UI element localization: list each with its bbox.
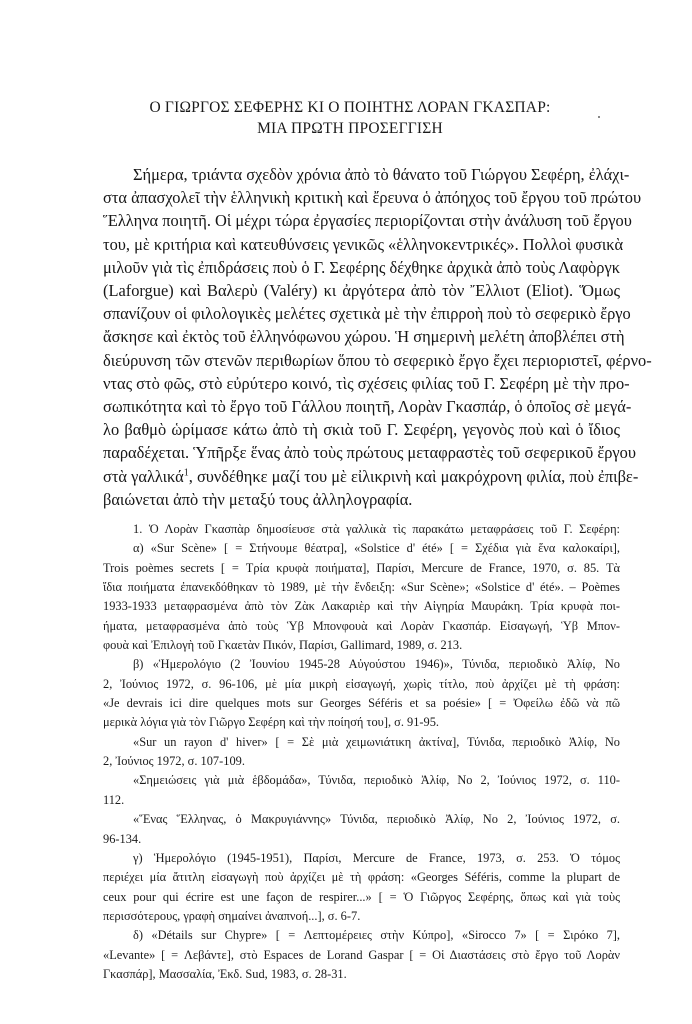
footnote-line: 2, Ἰούνιος 1972, σ. 107-109.: [103, 754, 245, 769]
body-line: μιλοῦν γιὰ τὶς ἐπιδράσεις ποὺ ὁ Γ. Σεφέρης δέχθηκε ἀρχικὰ ἀπὸ τοὺς Λαφὸργκ: [103, 257, 620, 277]
title-line-2: ΜΙΑ ΠΡΩΤΗ ΠΡΟΣΕΓΓΙΣΗ: [257, 120, 443, 137]
body-line: του, μὲ κριτήρια καὶ κατευθύνσεις γενικῶς «ἑλληνοκεντρικές». Πολλοὶ φυσικὰ: [103, 234, 624, 254]
footnote-line: μερικὰ λόγια γιὰ τὸν Γιῶργο Σεφέρη καὶ τὴν ποίησή του], σ. 91-95.: [103, 715, 440, 730]
body-line: σωπικότητα καὶ τὸ ἔργο τοῦ Γάλλου ποιητῆ, Λορὰν Γκασπάρ, ὁ ὁποῖος σὲ μεγά-: [103, 397, 632, 417]
page-title: [100, 97, 600, 139]
footnote-line: «Sur un rayon d' hiver» [ = Σὲ μιὰ χειμωνιάτικη ἀκτίνα], Τύνιδα, περιοδικὸ Ἀλίφ, Νο: [133, 734, 620, 749]
footnote-line: ceux pour qui écrire est une façon de respirer...» [ = Ὁ Γιῶργος Σεφέρης, ὅπως καὶ γιὰ τοὺς: [103, 889, 620, 904]
footnote-line: γ) Ἡμερολόγιο (1945-1951), Παρίσι, Mercure de France, 1973, σ. 253. Ὁ τόμος: [133, 850, 620, 865]
body-paragraph: [103, 163, 652, 511]
footnote-line: «Levante» [ = Λεβάντε], στὸ Espaces de Lorand Gaspar [ = Οἱ Διαστάσεις στὸ ἔργο τοῦ Λορὰν: [103, 947, 620, 962]
footnote-line: 96-134.: [103, 831, 142, 846]
body-line-with-footnote: [103, 465, 639, 488]
footnote-line: Trois poèmes secrets [ = Τρία κρυφὰ ποιήματα], Παρίσι, Mercure de France, 1970, σ. 85. Τὰ: [103, 560, 620, 575]
scan-speck: [598, 116, 600, 118]
footnotes: [103, 520, 620, 984]
footnote-line: περιέχει μία ἄτιτλη εἰσαγωγὴ ποὺ ἀρχίζει μὲ τὴ φράση: «Georges Séféris, comme la plupart de: [103, 870, 620, 885]
body-line: διεύρυνση τῶν στενῶν περιθωρίων ὅπου τὸ σεφερικὸ ἔργο ἔχει περιοριστεῖ, φέρνο-: [103, 350, 652, 370]
footnote-line: φουὰ καὶ Ἐπιλογὴ τοῦ Γκαετὰν Πικόν, Παρίσι, Gallimard, 1989, σ. 213.: [103, 638, 463, 653]
body-line: στα ἀπασχολεῖ τὴν ἑλληνικὴ κριτικὴ καὶ ἔρευνα ὁ ἀπόηχος τοῦ ἔργου τοῦ πρώτου: [103, 188, 642, 208]
footnote-line: 2, Ἰούνιος 1972, σ. 96-106, μὲ μία μικρὴ εἰσαγωγή, χωρὶς τίτλο, ποὺ ἀρχίζει μὲ τὴ φράση:: [103, 676, 620, 691]
footnote-line: περισσότερους, γραφὴ σημαίνει ἀναπνοή...], σ. 6-7.: [103, 908, 361, 923]
body-line: σπανίζουν οἱ φιλολογικὲς μελέτες σχετικὰ μὲ τὴν ἐπιρροὴ ποὺ τὸ σεφερικὸ ἔργο: [103, 304, 631, 324]
body-line: Ἕλληνα ποιητῆ. Οἱ μέχρι τώρα ἐργασίες περιορίζονται στὴν ἀνάλυση τοῦ ἔργου: [103, 211, 632, 231]
footnote-reference[interactable]: 1: [183, 467, 189, 479]
body-text-fragment: στὰ γαλλικά: [103, 466, 184, 486]
footnote-line: Γκασπάρ], Μασσαλία, Ἐκδ. Sud, 1983, σ. 28-31.: [103, 966, 347, 981]
body-line: παραδέχεται. Ὑπῆρξε ἕνας ἀπὸ τοὺς πρώτους μεταφραστὲς τοῦ σεφερικοῦ ἔργου: [103, 443, 636, 463]
footnote-line: β) «Ἡμερολόγιο (2 Ἰουνίου 1945-28 Αὐγούστου 1946)», Τύνιδα, περιοδικὸ Ἀλίφ, Νο: [133, 657, 620, 672]
footnote-line: ήματα, μεταφρασμένα ἀπὸ τοὺς Ὑβ Μπονφουὰ καὶ Λορὰν Γκασπάρ. Εἰσαγωγή, Ὑβ Μπον-: [103, 618, 620, 633]
title-line-1: Ο ΓΙΩΡΓΟΣ ΣΕΦΕΡΗΣ ΚΙ Ο ΠΟΙΗΤΗΣ ΛΟΡΑΝ ΓΚΑΣΠΑΡ:: [149, 99, 551, 116]
footnote-line: δ) «Détails sur Chypre» [ = Λεπτομέρειες στὴν Κύπρο], «Sirocco 7» [ = Σιρόκο 7],: [133, 928, 620, 943]
footnote-line: 1933-1933 μεταφρασμένα ἀπὸ τὸν Ζὰκ Λακαριὲρ καὶ τὴν Αἰγηρία Μαυράκη. Τρία κρυφὰ ποι-: [103, 599, 620, 614]
footnote-line: «Je devrais ici dire quelques mots sur Georges Séféris et sa poésie» [ = Ὀφείλω ἐδῶ νὰ πῶ: [103, 696, 620, 711]
footnote-line: 112.: [103, 792, 125, 807]
body-line: Σήμερα, τριάντα σχεδὸν χρόνια ἀπὸ τὸ θάνατο τοῦ Γιώργου Σεφέρη, ἐλάχι-: [133, 165, 630, 184]
footnote-line: 1. Ὁ Λορὰν Γκασπὰρ δημοσίευσε στὰ γαλλικὰ τὶς παρακάτω μεταφράσεις τοῦ Γ. Σεφέρη:: [133, 522, 620, 536]
body-line: (Laforgue) καὶ Βαλερὺ (Valéry) κι ἀργότερα ἀπὸ τὸν Ἔλλιοτ (Eliot). Ὅμως: [103, 281, 620, 301]
body-line: βαιώνεται ἀπὸ τὴν μεταξύ τους ἀλληλογραφία.: [103, 489, 413, 509]
footnote-line: α) «Sur Scène» [ = Στήνουμε θέατρα], «Solstice d' été» [ = Σχέδια γιὰ ἕνα καλοκαίρι],: [133, 541, 620, 556]
body-line: λο βαθμὸ ὡρίμασε κάτω ἀπὸ τὴ σκιὰ τοῦ Γ. Σεφέρη, γεγονὸς ποὺ καὶ ὁ ἴδιος: [103, 420, 620, 440]
body-line: ντας στὸ φῶς, στὸ εὐρύτερο κοινό, τὶς σχέσεις φιλίας τοῦ Γ. Σεφέρη μὲ τὴν προ-: [103, 373, 630, 393]
footnote-line: ἴδια ποιήματα ἐπανεκδόθηκαν τὸ 1989, μὲ τὴν ἔνδειξη: «Sur Scène»; «Solstice d' été». – Poèmes: [103, 580, 620, 595]
footnote-line: «Σημειώσεις γιὰ μιὰ ἑβδομάδα», Τύνιδα, περιοδικὸ Ἀλίφ, Νο 2, Ἰούνιος 1972, σ. 110-: [133, 773, 620, 788]
footnote-line: «Ἕνας Ἕλληνας, ὁ Μακρυγιάννης» Τύνιδα, περιοδικὸ Ἀλίφ, Νο 2, Ἰούνιος 1972, σ.: [133, 812, 620, 827]
body-text-fragment: , συνδέθηκε μαζί του μὲ εἰλικρινὴ καὶ μακρόχρονη φιλία, ποὺ ἐπιβε-: [188, 466, 639, 486]
body-line: ἄσκησε καὶ ἐκτὸς τοῦ ἑλληνόφωνου χώρου. Ἡ σημερινὴ μελέτη ἀποβλέπει στὴ: [103, 327, 625, 347]
